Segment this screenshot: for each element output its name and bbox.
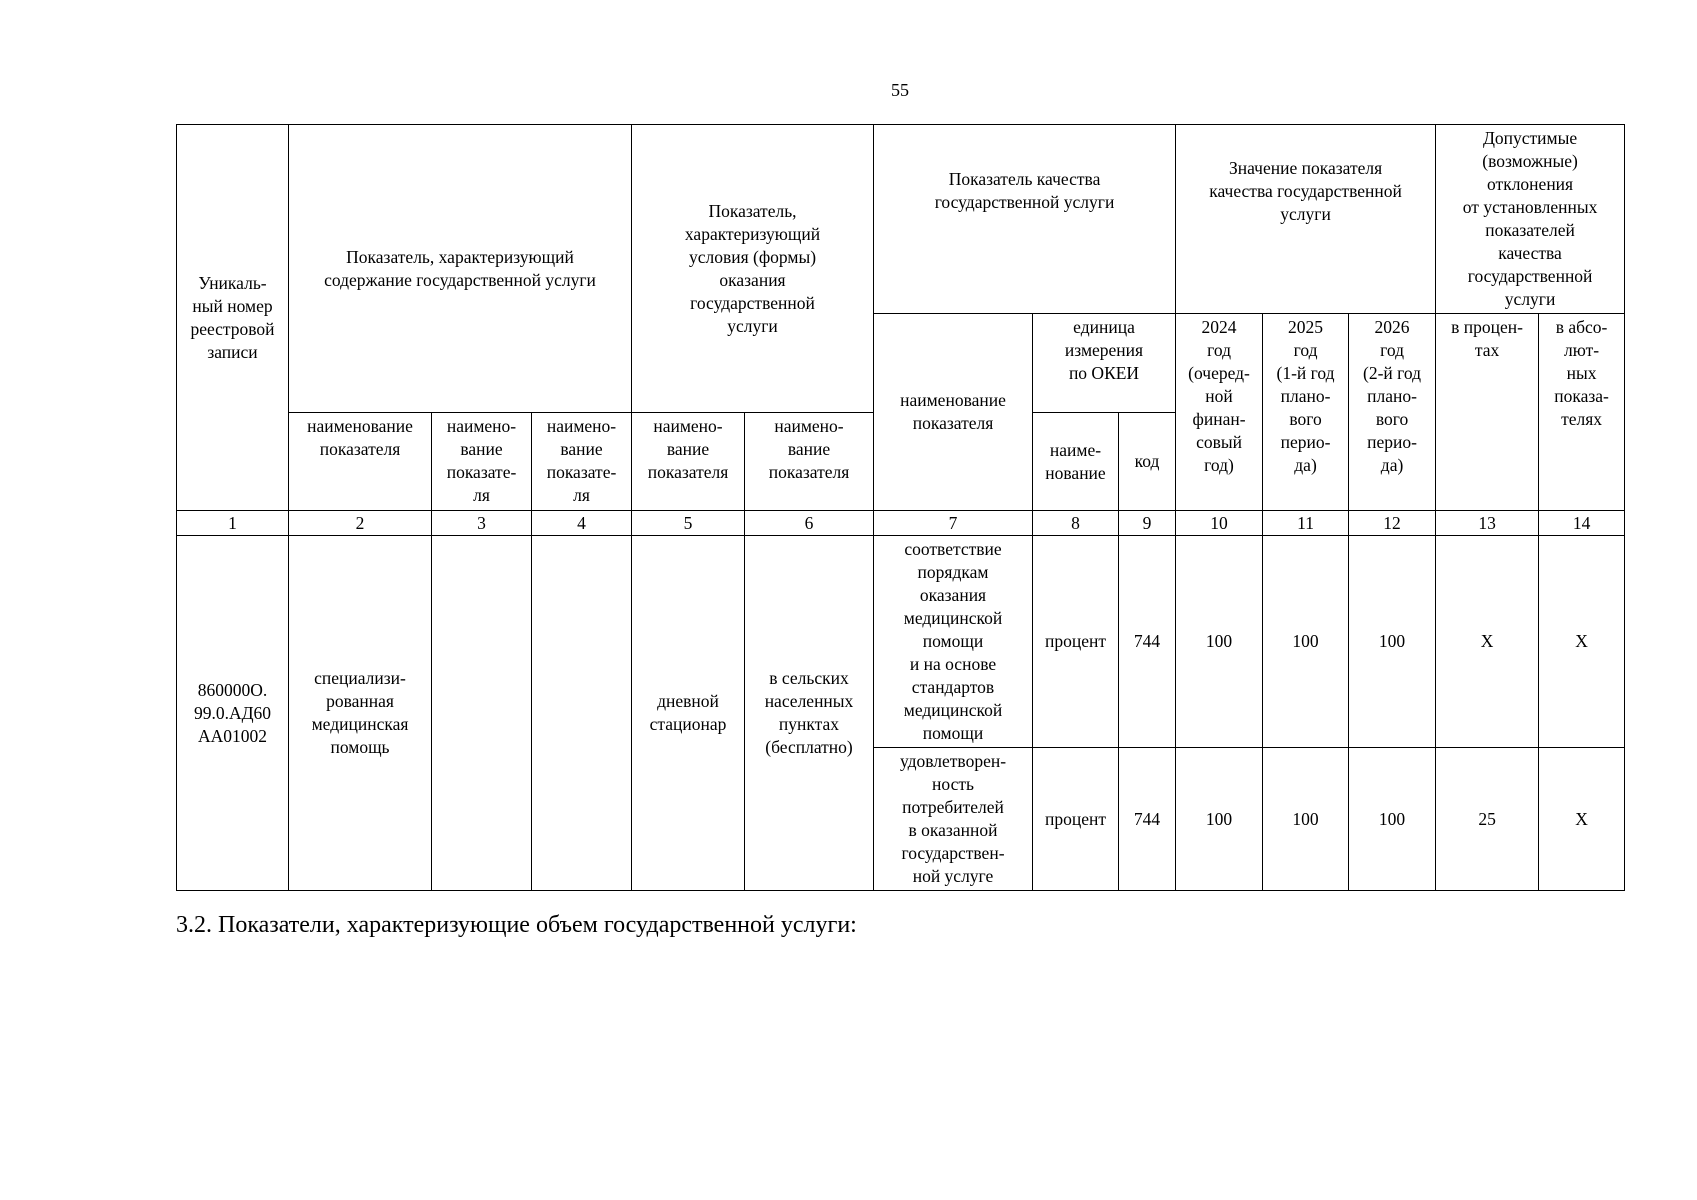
column-number: 7 [874, 511, 1033, 536]
indicator-name-cell: удовлетворен- ность потребителей в оказанной государствен- ной услуге [874, 748, 1033, 891]
deviation-header: Допустимые (возможные) отклонения от установленных показателей качества государственной услуги [1436, 125, 1625, 314]
deviation-absolute-cell: Х [1539, 748, 1625, 891]
conditions-indicator-header: Показатель, характеризующий условия (формы) оказания государственной услуги [632, 125, 874, 413]
value-2025-cell: 100 [1263, 536, 1349, 748]
content-value-cell-4 [532, 536, 632, 891]
condition-form-cell: дневной стационар [632, 536, 745, 891]
column-number: 1 [177, 511, 289, 536]
value-2024-cell: 100 [1176, 536, 1263, 748]
sub-header-col2: наименование показателя [289, 413, 432, 511]
unit-code-cell: 744 [1119, 748, 1176, 891]
sub-header-col5: наимено- вание показателя [632, 413, 745, 511]
content-value-cell: специализи- рованная медицинская помощь [289, 536, 432, 891]
column-number: 12 [1349, 511, 1436, 536]
unit-cell: процент [1033, 748, 1119, 891]
value-2026-cell: 100 [1349, 536, 1436, 748]
sub-header-col3: наимено- вание показате- ля [432, 413, 532, 511]
column-number: 9 [1119, 511, 1176, 536]
value-2025-cell: 100 [1263, 748, 1349, 891]
unit-name-header: наиме- нование [1033, 413, 1119, 511]
unit-code-header: код [1119, 413, 1176, 511]
value-2026-cell: 100 [1349, 748, 1436, 891]
indicator-name-header: наименование показателя [874, 314, 1033, 511]
column-number: 14 [1539, 511, 1625, 536]
column-number: 4 [532, 511, 632, 536]
year-2025-header: 2025 год (1-й год плано- вого перио- да) [1263, 314, 1349, 511]
deviation-percent-cell: Х [1436, 536, 1539, 748]
quality-value-header: Значение показателя качества государственной услуги [1176, 125, 1436, 314]
unique-number-header: Уникаль- ный номер реестровой записи [177, 125, 289, 511]
column-number: 13 [1436, 511, 1539, 536]
column-number: 5 [632, 511, 745, 536]
unit-okei-header: единица измерения по ОКЕИ [1033, 314, 1176, 413]
registry-number-cell: 860000О. 99.0.АД60 АА01002 [177, 536, 289, 891]
indicator-name-cell: соответствие порядкам оказания медицинской помощи и на основе стандартов медицинской помощи [874, 536, 1033, 748]
year-2024-header: 2024 год (очеред- ной финан- совый год) [1176, 314, 1263, 511]
column-number: 8 [1033, 511, 1119, 536]
page-number: 55 [891, 80, 909, 100]
sub-header-col4: наимено- вание показате- ля [532, 413, 632, 511]
condition-place-cell: в сельских населенных пунктах (бесплатно) [745, 536, 874, 891]
in-absolute-header: в абсо- лют- ных показа- телях [1539, 314, 1625, 511]
column-number: 2 [289, 511, 432, 536]
year-2026-header: 2026 год (2-й год плано- вого перио- да) [1349, 314, 1436, 511]
value-2024-cell: 100 [1176, 748, 1263, 891]
unit-cell: процент [1033, 536, 1119, 748]
column-number: 6 [745, 511, 874, 536]
unit-code-cell: 744 [1119, 536, 1176, 748]
quality-indicator-header: Показатель качества государственной услуги [874, 125, 1176, 314]
column-number: 10 [1176, 511, 1263, 536]
section-heading: 3.2. Показатели, характеризующие объем государственной услуги: [176, 912, 857, 938]
deviation-percent-cell: 25 [1436, 748, 1539, 891]
column-number: 3 [432, 511, 532, 536]
deviation-absolute-cell: Х [1539, 536, 1625, 748]
column-number: 11 [1263, 511, 1349, 536]
sub-header-col6: наимено- вание показателя [745, 413, 874, 511]
in-percent-header: в процен- тах [1436, 314, 1539, 511]
quality-indicators-table [176, 124, 1625, 891]
content-indicator-header: Показатель, характеризующий содержание государственной услуги [289, 125, 632, 413]
content-value-cell-3 [432, 536, 532, 891]
